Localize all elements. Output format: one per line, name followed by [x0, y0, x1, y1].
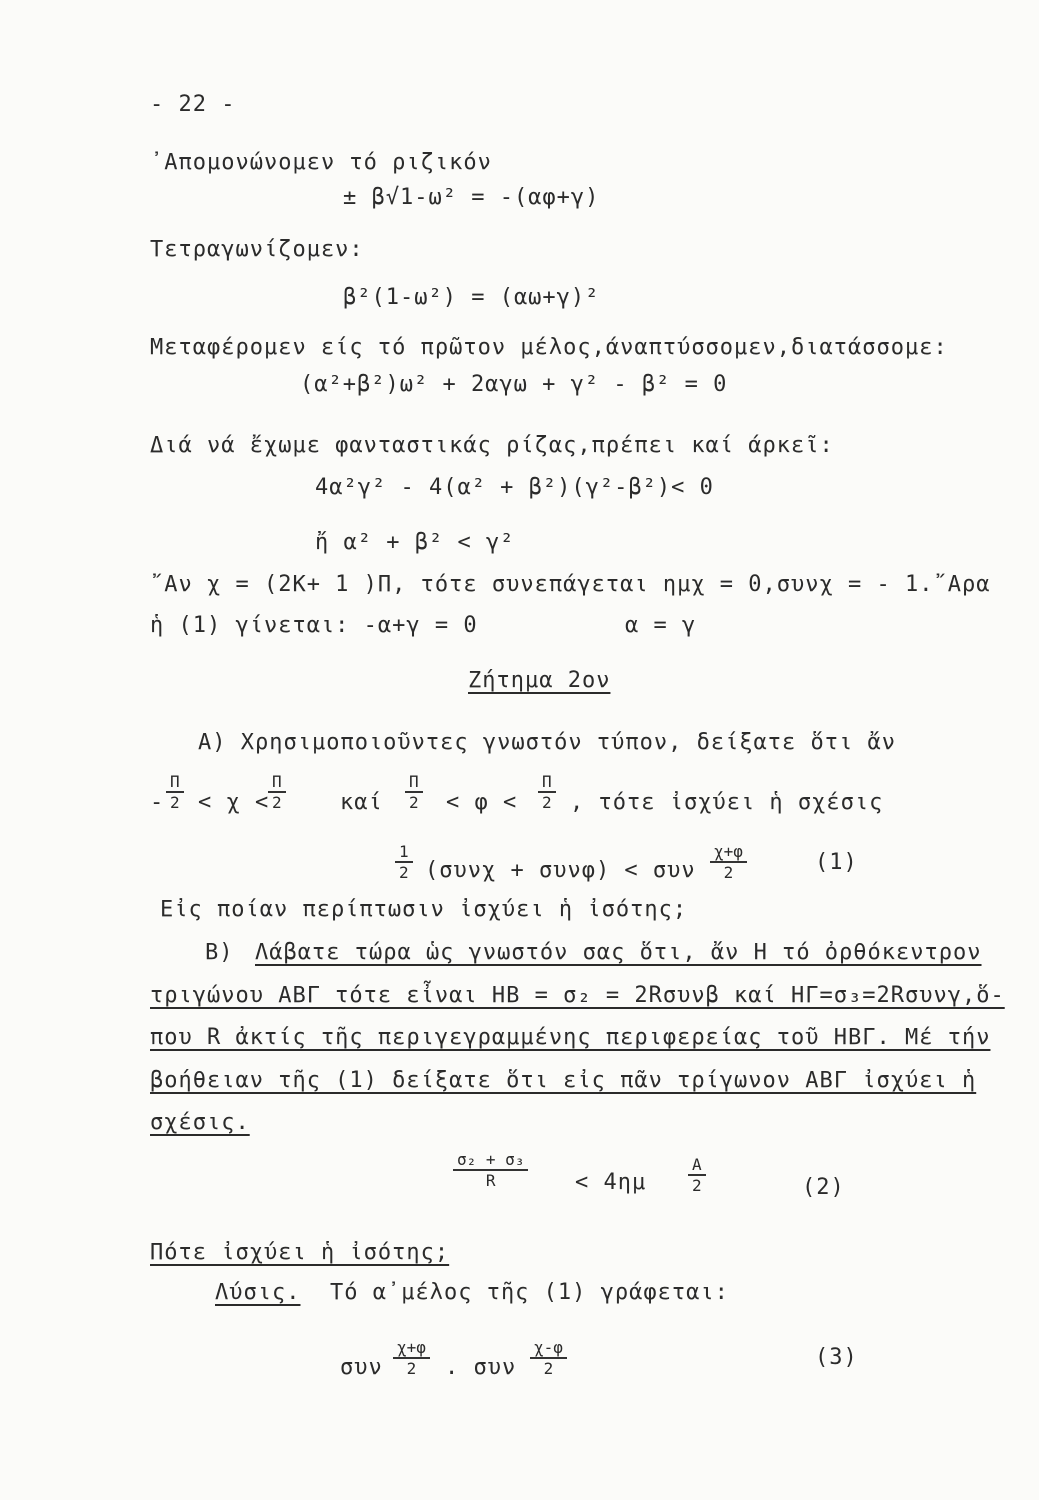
- text-line: ῎Αν χ = (2Κ+ 1 )Π, τότε συνεπάγεται ημχ = 0,συνχ = - 1.῎Αρα: [150, 572, 991, 597]
- fraction: [393, 1338, 430, 1378]
- fraction: [395, 842, 413, 882]
- text-line: ἡ (1) γίνεται: -α+γ = 0: [150, 613, 478, 638]
- page-number: - 22 -: [150, 92, 236, 117]
- text-line: που R ἀκτίς τῆς περιγεγραμμένης περιφερείας τοῦ ΗΒΓ. Μέ τήν: [150, 1025, 991, 1050]
- denominator: 2: [692, 1176, 702, 1195]
- equation: συν: [340, 1355, 383, 1380]
- equation: α = γ: [625, 613, 697, 638]
- fraction: [710, 842, 747, 882]
- text-line: Πότε ἰσχύει ἡ ἰσότης;: [150, 1240, 450, 1265]
- text-line: Εἰς ποίαν περίπτωσιν ἰσχύει ἡ ἰσότης;: [160, 897, 688, 922]
- numerator: Π: [538, 772, 556, 793]
- fraction: [166, 772, 184, 812]
- numerator: 1: [395, 842, 413, 863]
- equation-number: (2): [802, 1175, 845, 1200]
- equation: 4α²γ² - 4(α² + β²)(γ²-β²)< 0: [315, 475, 714, 500]
- numerator: Π: [268, 772, 286, 793]
- denominator: 2: [170, 793, 180, 812]
- numerator: Π: [166, 772, 184, 793]
- text-line: Τό α᾽μέλος τῆς (1) γράφεται:: [330, 1280, 729, 1305]
- denominator: 2: [542, 793, 552, 812]
- text-line: ᾽Απομονώνομεν τό ριζικόν: [150, 150, 492, 175]
- denominator: 2: [399, 863, 409, 882]
- fraction: [538, 772, 556, 812]
- equation: (συνχ + συνφ) < συν: [425, 858, 696, 883]
- numerator: Α: [688, 1155, 706, 1176]
- text-line: σχέσις.: [150, 1110, 250, 1135]
- text-line: Α) Χρησιμοποιοῦντες γνωστόν τύπον, δείξατε ὅτι ἄν: [198, 730, 897, 755]
- denominator: 2: [723, 863, 734, 882]
- equation: < 4ημ: [575, 1170, 647, 1195]
- denominator: 2: [409, 793, 419, 812]
- denominator: 2: [543, 1359, 554, 1378]
- numerator: Π: [405, 772, 423, 793]
- equation: . συν: [445, 1355, 517, 1380]
- denominator: 2: [272, 793, 282, 812]
- numerator: σ₂ + σ₃: [453, 1150, 528, 1171]
- text-line: καί: [340, 790, 383, 815]
- text-line: Β): [205, 940, 234, 965]
- equation: ± β√1-ω² = -(αφ+γ): [343, 185, 600, 210]
- equation: (α²+β²)ω² + 2αγω + γ² - β² = 0: [300, 372, 728, 397]
- solution-label: Λύσις.: [215, 1280, 301, 1305]
- numerator: χ+φ: [393, 1338, 430, 1359]
- denominator: R: [485, 1171, 496, 1190]
- text-line: , τότε ἰσχύει ἡ σχέσις: [570, 790, 884, 815]
- equation: ἤ α² + β² < γ²: [315, 530, 515, 555]
- equation-number: (1): [815, 850, 858, 875]
- text-line: Διά νά ἔχωμε φανταστικάς ρίζας,πρέπει καί άρκεῖ:: [150, 433, 834, 458]
- denominator: 2: [406, 1359, 417, 1378]
- text-line: βοήθειαν τῆς (1) δείξατε ὅτι εἰς πᾶν τρίγωνον ΑΒΓ ἰσχύει ἡ: [150, 1068, 977, 1093]
- text-line: Μεταφέρομεν είς τό πρῶτον μέλος,άναπτύσσομεν,διατάσσομε:: [150, 335, 948, 360]
- fraction: [530, 1338, 567, 1378]
- fraction: [453, 1150, 528, 1190]
- text-line: τριγώνου ΑΒΓ τότε εἶναι ΗΒ = σ₂ = 2Rσυνβ καί ΗΓ=σ₃=2Rσυνγ,ὅ-: [150, 983, 1005, 1008]
- fraction: [268, 772, 286, 812]
- fraction: [405, 772, 423, 812]
- numerator: χ-φ: [530, 1338, 567, 1359]
- minus-sign: -: [150, 790, 165, 815]
- inequality: < χ <: [198, 790, 270, 815]
- text-line: Τετραγωνίζομεν:: [150, 237, 364, 262]
- section-title: Ζήτημα 2ον: [468, 668, 611, 693]
- equation: β²(1-ω²) = (αω+γ)²: [343, 285, 600, 310]
- equation-number: (3): [815, 1345, 858, 1370]
- numerator: χ+φ: [710, 842, 747, 863]
- text-line: Λάβατε τώρα ὡς γνωστόν σας ὅτι, ἄν Η τό ὀρθόκεντρον: [255, 940, 982, 965]
- fraction: [688, 1155, 706, 1195]
- inequality: < φ <: [446, 790, 518, 815]
